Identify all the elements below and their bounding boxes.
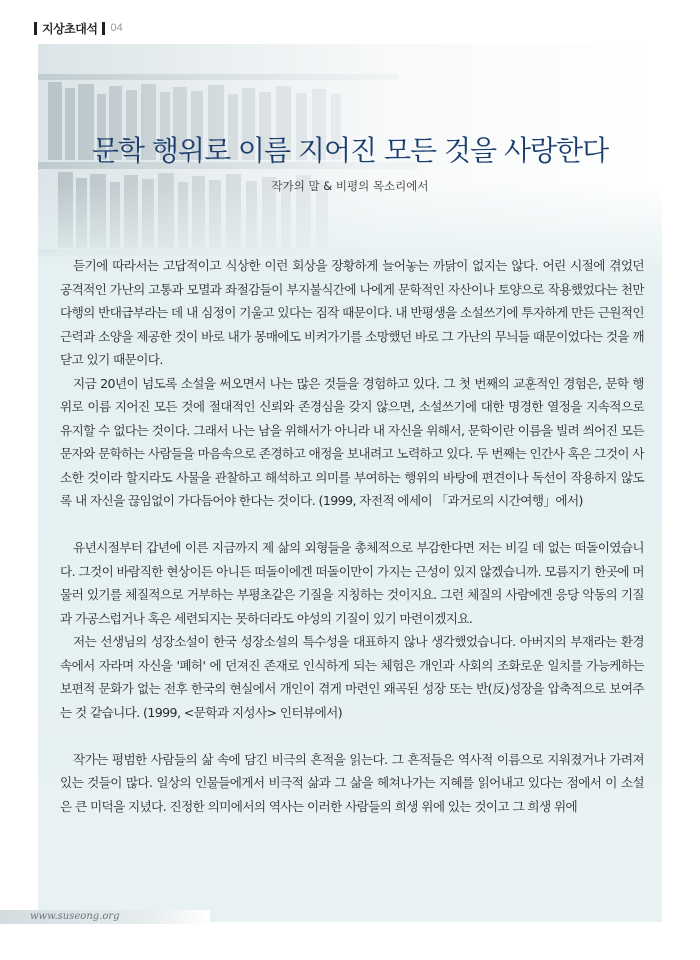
article-panel	[38, 44, 662, 922]
body-paragraph: 듣기에 따라서는 고답적이고 식상한 이런 회상을 장황하게 늘어놓는 까닭이 없지는 않다. 어린 시절에 겪었던 공격적인 가난의 고통과 모멸과 좌절감들이 부지불식간에 나에게 문학적인 자산이나 토양으로 작용했었다는 천만다행의 반대급부라는 데 내 심정이 기울고 있다는 짐작 때문이다. 내 반평생을 소설쓰기에 투자하게 만든 근원적인 근력과 소양을 제공한 것이 바로 내가 몽매에도 비켜가기를 소망했던 바로 그 가난의 무늬들 때문이었다는 것을 깨닫고 있기 때문이다.	[60, 258, 644, 367]
body-paragraph: 유년시절부터 갑년에 이른 지금까지 제 삶의 외형들을 총체적으로 부감한다면 저는 비길 데 없는 떠돌이였습니다. 그것이 바람직한 현상이든 아니든 떠돌이에겐 떠돌이만이 가지는 근성이 있지 않겠습니까. 모름지기 한곳에 머물러 있기를 체질적으로 거부하는 부평초같은 기질을 지칭하는 것이지요. 그런 체질의 사람에겐 응당 악동의 기질과 가공스럽거나 혹은 세련되지는 못하더라도 야성의 기질이 있기 마련이겠지요.	[60, 540, 644, 626]
section-header	[34, 18, 123, 38]
body-paragraph: 작가는 평범한 사람들의 삶 속에 담긴 비극의 흔적을 읽는다. 그 흔적들은 역사적 이름으로 지워졌거나 가려져 있는 것들이 많다. 일상의 인물들에게서 비극적 삶과 그 삶을 헤쳐나가는 지혜를 읽어내고 있다는 점에서 이 소설은 큰 미덕을 지녔다. 진정한 의미에서의 역사는 이러한 사람들의 희생 위에 있는 것이고 그 희생 위에	[60, 751, 644, 814]
footer-url: www.suseong.org	[30, 911, 120, 922]
page-number: 04	[110, 22, 123, 34]
header-bar-left	[34, 22, 37, 35]
article-body	[60, 254, 644, 818]
section-label: 지상초대석	[42, 21, 98, 36]
body-paragraph: 지금 20년이 넘도록 소설을 써오면서 나는 많은 것들을 경험하고 있다. 그 첫 번째의 교훈적인 경험은, 문학 행위로 이름 지어진 모든 것에 절대적인 신뢰와 존경심을 갖지 않으면, 소설쓰기에 대한 명경한 열정을 지속적으로 유지할 수 없다는 것이다. 그래서 나는 남을 위해서가 아니라 내 자신을 위해서, 문학이란 이름을 빌려 씌어진 모든 문자와 문학하는 사람들을 마음속으로 존경하고 애정을 보내려고 노력하고 있다. 두 번째는 인간사 혹은 그것이 사소한 것이라 할지라도 사물을 관찰하고 해석하고 의미를 부여하는 행위의 바탕에 편견이나 독선이 작용하지 않도록 내 자신을 끊임없이 가다듬어야 한다는 것이다. (1999, 자전적 에세이 「과거로의 시간여행」에서)	[60, 375, 644, 508]
header-bar-right	[102, 22, 105, 35]
article-title: 문학 행위로 이름 지어진 모든 것을 사랑한다	[91, 134, 609, 167]
article-subtitle: 작가의 말 & 비평의 목소리에서	[271, 179, 429, 193]
body-paragraph: 저는 선생님의 성장소설이 한국 성장소설의 특수성을 대표하지 않나 생각했었습니다. 아버지의 부재라는 환경 속에서 자라며 자신을 '폐허' 에 던져진 존재로 인식하게 되는 체험은 개인과 사회의 조화로운 일치를 가능케하는 보편적 문화가 없는 전후 한국의 현실에서 개인이 겪게 마련인 왜곡된 성장 또는 반(反)성장을 압축적으로 보여주는 것 같습니다. (1999, <문학과 지성사> 인터뷰에서)	[60, 634, 644, 720]
